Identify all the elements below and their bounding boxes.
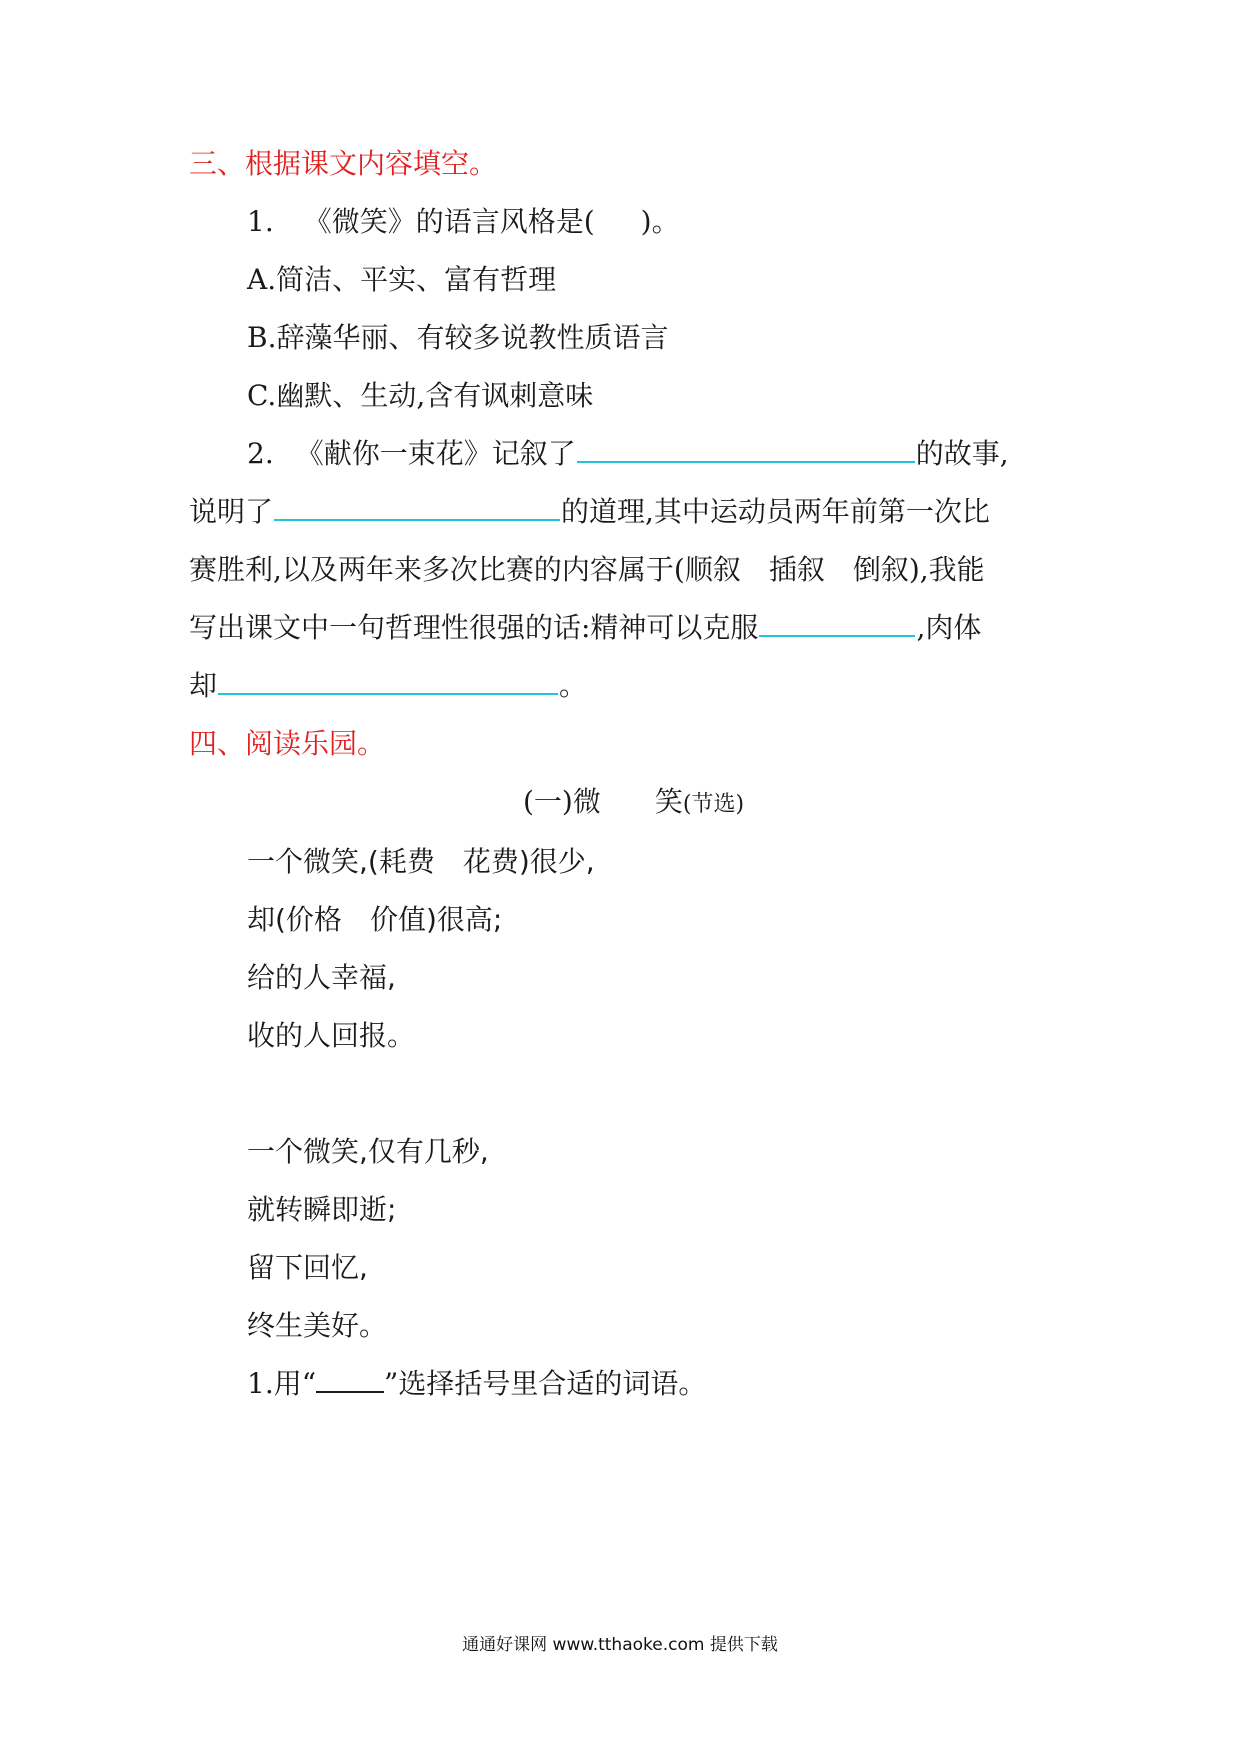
question-1 bbox=[247, 202, 680, 242]
question-2-text: 却 bbox=[189, 669, 218, 702]
choice-option-chaxu[interactable]: 插叙 bbox=[768, 553, 825, 586]
fill-blank-body[interactable] bbox=[218, 667, 558, 695]
poem-line bbox=[247, 900, 502, 940]
question-2-text: 《献你一束花》记叙了 bbox=[295, 437, 576, 470]
poem-line: 就转瞬即逝; bbox=[247, 1193, 397, 1226]
question-2-text: 说明了 bbox=[189, 495, 274, 528]
question-2-text: 的故事, bbox=[915, 437, 1009, 470]
poem-line: 收的人回报。 bbox=[247, 1019, 416, 1052]
question-2-text: 写出课文中一句哲理性很强的话:精神可以克服 bbox=[189, 611, 759, 644]
fill-blank-story[interactable] bbox=[577, 435, 915, 463]
section-3-heading: 三、根据课文内容填空。 bbox=[189, 147, 498, 180]
question-2-line-2 bbox=[189, 492, 990, 532]
reading-question-1 bbox=[247, 1364, 706, 1404]
footer-credit: 通通好课网 www.tthaoke.com 提供下载 bbox=[462, 1635, 778, 1655]
question-1-text-start: 《微笑》的语言风格是( bbox=[303, 205, 595, 238]
question-2-line-1 bbox=[247, 434, 1009, 474]
poem-line: 留下回忆, bbox=[247, 1251, 368, 1284]
section-4-heading: 四、阅读乐园。 bbox=[189, 727, 386, 760]
fill-blank-spirit[interactable] bbox=[759, 609, 915, 637]
choice-option-daoxu[interactable]: 倒叙),我能 bbox=[852, 553, 985, 586]
question-2-text: 的道理,其中运动员两年前第一次比 bbox=[561, 495, 990, 528]
poem-line: 一个微笑,仅有几秒, bbox=[247, 1135, 489, 1168]
question-2-text: 。 bbox=[559, 669, 588, 702]
poem-text: 价值)很高; bbox=[369, 903, 503, 936]
option-a: A.简洁、平实、富有哲理 bbox=[247, 263, 557, 296]
underline-sample bbox=[316, 1365, 384, 1393]
question-2-number: 2. bbox=[247, 437, 274, 470]
poem-title bbox=[523, 782, 744, 825]
poem-line: 给的人幸福, bbox=[247, 961, 396, 994]
poem-text: 一个微笑,(耗费 bbox=[247, 845, 435, 878]
poem-title-prefix: (一)微 bbox=[523, 785, 601, 818]
question-1-text-end: )。 bbox=[640, 205, 680, 238]
question-2-line-3 bbox=[189, 550, 985, 590]
poem-text: 却(价格 bbox=[247, 903, 342, 936]
poem-title-suffix: (节选) bbox=[682, 792, 745, 817]
reading-question-text: 1.用“ bbox=[247, 1367, 317, 1400]
reading-question-text: ”选择括号里合适的词语。 bbox=[384, 1367, 707, 1400]
poem-line: 终生美好。 bbox=[247, 1309, 388, 1342]
question-1-number: 1. bbox=[247, 205, 274, 238]
question-2-text: ,肉体 bbox=[916, 611, 982, 644]
poem-line bbox=[247, 842, 595, 882]
poem-title-main: 笑 bbox=[654, 785, 683, 818]
option-b: B.辞藻华丽、有较多说教性质语言 bbox=[247, 321, 669, 354]
poem-text: 花费)很少, bbox=[462, 845, 595, 878]
question-2-line-5 bbox=[189, 666, 587, 706]
question-2-line-4 bbox=[189, 608, 981, 648]
option-c: C.幽默、生动,含有讽刺意味 bbox=[247, 379, 594, 412]
choice-option-shunxu[interactable]: 赛胜利,以及两年来多次比赛的内容属于(顺叙 bbox=[189, 553, 741, 586]
fill-blank-reason[interactable] bbox=[274, 493, 560, 521]
